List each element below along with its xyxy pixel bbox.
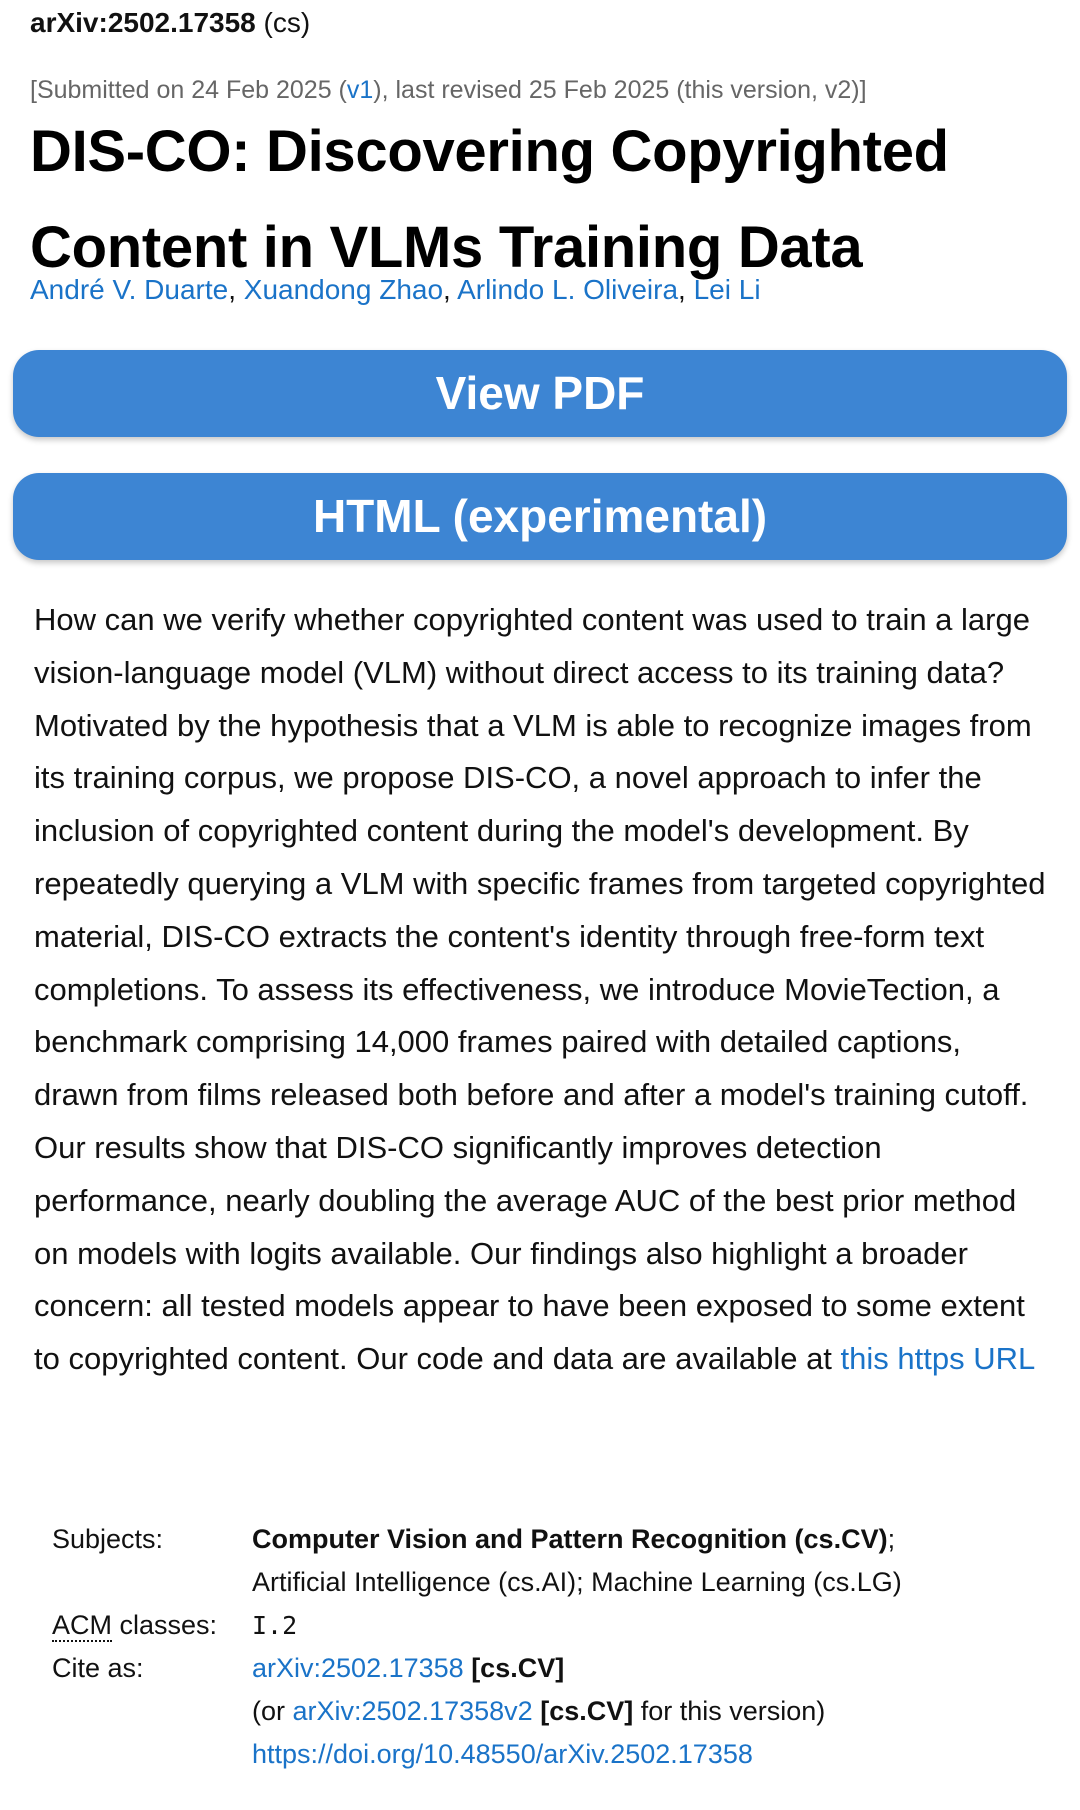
view-pdf-button[interactable]: View PDF <box>13 350 1067 437</box>
secondary-subjects: Artificial Intelligence (cs.AI); Machine Learning (cs.LG) <box>252 1567 902 1597</box>
submission-history <box>30 73 867 107</box>
acm-label-rest: classes: <box>112 1610 218 1640</box>
cite-version-link[interactable]: arXiv:2502.17358v2 <box>292 1696 533 1726</box>
author-list: André V. Duarte, Xuandong Zhao, Arlindo L. Oliveira, Lei Li <box>30 274 761 305</box>
code-data-link[interactable]: this https URL <box>840 1341 1036 1377</box>
cite-label: Cite as: <box>52 1653 144 1683</box>
author-link[interactable]: Arlindo L. Oliveira <box>457 274 679 305</box>
acm-value <box>252 1604 1052 1647</box>
acm-class-code: I.2 <box>252 1611 298 1640</box>
paper-title: DIS-CO: Discovering Copyrighted Content in VLMs Training Data <box>30 119 949 280</box>
subjects-separator: ; <box>887 1524 896 1554</box>
acm-label <box>52 1604 252 1647</box>
cite-category: [cs.CV] <box>471 1653 565 1683</box>
cite-alt-open: (or <box>252 1696 293 1726</box>
acm-abbreviation: ACM <box>52 1610 112 1640</box>
cite-value <box>252 1647 1052 1776</box>
subjects-row <box>52 1518 1052 1604</box>
cite-alt-category: [cs.CV] <box>540 1696 634 1726</box>
submission-suffix: ), last revised 25 Feb 2025 (this version, v2)] <box>373 76 867 104</box>
cite-alt-close: for this version) <box>633 1696 826 1726</box>
subjects-value <box>252 1518 1052 1604</box>
arxiv-id: arXiv:2502.17358 <box>30 7 256 38</box>
submission-prefix: [Submitted on 24 Feb 2025 ( <box>30 76 347 104</box>
abstract-text: How can we verify whether copyrighted content was used to train a large vision-language model (VLM) without direct access to its training data? Motivated by the hypothesis that a VLM is able to recognize images from its training corpus, we propose DIS-CO, a novel approach to infer the inclusion of copyrighted content during the model's development. By repeatedly querying a VLM with specific frames from targeted copyrighted material, DIS-CO extracts the content's identity through free-form text completions. To assess its effectiveness, we introduce MovieTection, a benchmark comprising 14,000 frames paired with detailed captions, drawn from films released both before and after a model's training cutoff. Our results show that DIS-CO significantly improves detection performance, nearly doubling the average AUC of the best prior method on models with logits available. Our findings also highlight a broader concern: all tested models appear to have been exposed to some extent to copyrighted content. Our code and data are available at <box>34 602 1046 1377</box>
author-link[interactable]: André V. Duarte <box>30 274 229 305</box>
author-link[interactable]: Xuandong Zhao <box>243 274 444 305</box>
primary-subject: Computer Vision and Pattern Recognition (cs.CV) <box>252 1524 888 1554</box>
doi-link[interactable]: https://doi.org/10.48550/arXiv.2502.17358 <box>252 1739 753 1769</box>
html-experimental-button[interactable]: HTML (experimental) <box>13 473 1067 560</box>
cite-arxiv-link[interactable]: arXiv:2502.17358 <box>252 1653 464 1683</box>
acm-row <box>52 1604 1052 1647</box>
arxiv-header <box>30 4 310 42</box>
cite-row <box>52 1647 1052 1776</box>
subjects-label: Subjects: <box>52 1524 164 1554</box>
abstract <box>34 594 1054 1386</box>
metadata-table <box>52 1518 1052 1776</box>
author-link[interactable]: Lei Li <box>693 274 761 305</box>
version-v1-link[interactable]: v1 <box>346 76 374 104</box>
arxiv-category: (cs) <box>263 7 311 38</box>
